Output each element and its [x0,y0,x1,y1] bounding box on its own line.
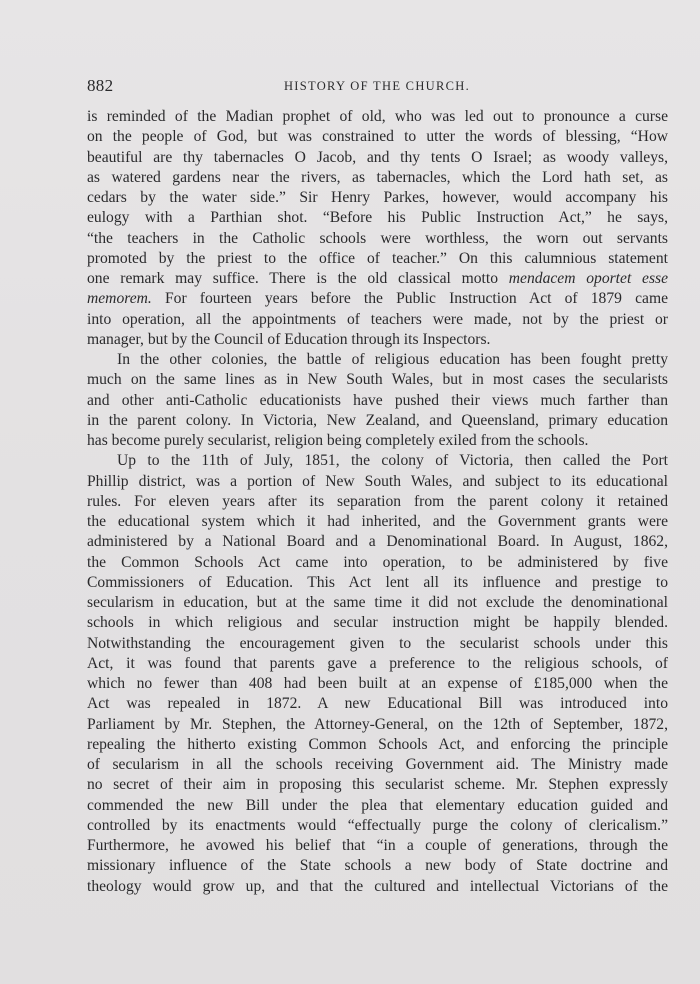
page-number: 882 [87,76,114,95]
text-line: Phillip district, was a portion of New South Wales, and subject to its educational [87,472,668,490]
text-line: cedars by the water side.” Sir Henry Parkes, however, would accompany his [87,189,668,206]
text-line: manager, but by the Council of Education through its Inspectors. [87,330,491,348]
text-line: beautiful are thy tabernacles O Jacob, and thy tents O Israel; as woody valleys, [87,148,668,166]
paragraph-start: Up to the 11th of July, 1851, the colony of Victoria, then called the Port [117,452,668,470]
body-text [87,107,668,897]
text-line: much on the same lines as in New South Wales, but in most cases the secularists [87,371,668,389]
paragraph-start: In the other colonies, the battle of religious education has been fought pretty [117,351,668,368]
text-line: schools in which religious and secular instruction might be happily blended. [87,614,668,632]
text-line: in the parent colony. In Victoria, New Zealand, and Queensland, primary education [87,411,668,429]
running-head: HISTORY OF THE CHURCH. [283,79,471,93]
text-line: Act, it was found that parents gave a preference to the religious schools, of [87,654,668,672]
text-line: promoted by the priest to the office of teacher.” On this calumnious statement [87,249,668,267]
italic-motto: mendacem oportet esse [508,270,668,287]
text-line: theology would grow up, and that the cultured and intellectual Victorians of the [87,877,668,895]
text-line: repealing the hitherto existing Common Schools Act, and enforcing the principle [87,735,668,753]
text-line: into operation, all the appointments of teachers were made, not by the priest or [87,310,668,328]
text-line: Commissioners of Education. This Act lent all its influence and prestige to [87,573,668,591]
text-line: secularism in education, but at the same time it did not exclude the denominational [87,594,668,611]
text-line: and other anti-Catholic educationists have pushed their views much farther than [87,391,668,409]
text-line: the educational system which it had inherited, and the Government grants were [87,513,668,530]
text-line: on the people of God, but was constrained to utter the words of blessing, “How [87,128,668,146]
text-line: Notwithstanding the encouragement given to the secularist schools under this [87,634,668,652]
text-line: Act was repealed in 1872. A new Educational Bill was introduced into [87,695,668,713]
text-line: Parliament by Mr. Stephen, the Attorney-General, on the 12th of September, 1872, [87,715,668,733]
text-line: has become purely secularist, religion being completely exiled from the schools. [87,432,589,449]
text-line: no secret of their aim in proposing this secularist scheme. Mr. Stephen expressly [87,776,668,794]
text-line-with-motto [87,289,668,309]
text-line: is reminded of the Madian prophet of old, who was led out to pronounce a curse [87,108,668,125]
page-header [87,76,667,96]
text-line: which no fewer than 408 had been built at an expense of £185,000 when the [87,675,668,692]
text-line: controlled by its enactments would “effectually purge the colony of clericalism.” [87,816,668,834]
text-line: Furthermore, he avowed his belief that “in a couple of generations, through the [87,837,668,854]
text-line: “the teachers in the Catholic schools were worthless, the worn out servants [87,229,668,247]
text-line: the Common Schools Act came into operation, to be administered by five [87,553,668,571]
text-line: commended the new Bill under the plea that elementary education guided and [87,796,668,814]
text-line: as watered gardens near the rivers, as tabernacles, which the Lord hath set, as [87,168,668,186]
text-line: missionary influence of the State schools a new body of State doctrine and [87,857,668,875]
italic-motto: memorem. [87,290,152,308]
text-line-with-motto [87,269,668,289]
text-line: of secularism in all the schools receiving Government aid. The Ministry made [87,756,668,773]
text-segment: one remark may suffice. There is the old classical motto [87,270,499,287]
text-line: administered by a National Board and a Denominational Board. In August, 1862, [87,533,668,551]
text-line: eulogy with a Parthian shot. “Before his Public Instruction Act,” he says, [87,209,668,227]
text-line: rules. For eleven years after its separation from the parent colony it retained [87,492,668,510]
text-segment: For fourteen years before the Public Instruction Act of 1879 came [164,290,668,308]
